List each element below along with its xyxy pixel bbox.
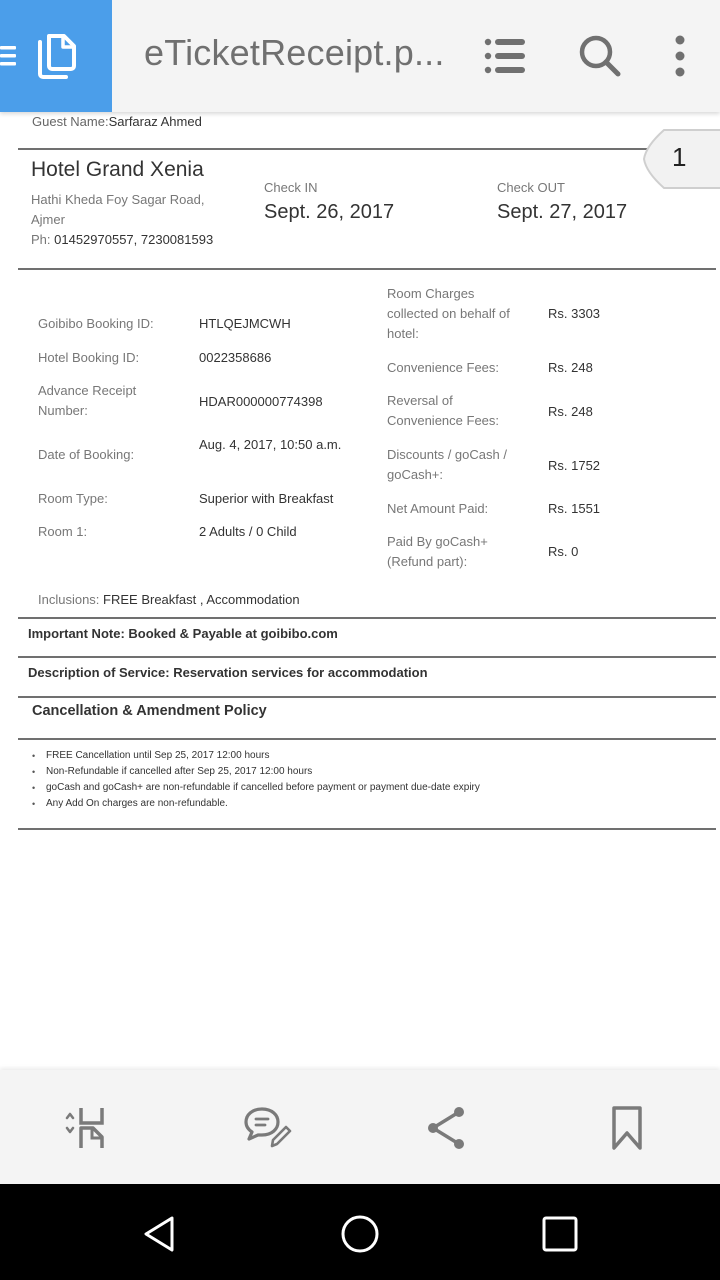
charge-value: Rs. 3303 [548,306,601,321]
guest-name [32,114,202,129]
app-bar [0,0,720,112]
charge-label: Reversal of Convenience Fees: [387,393,500,428]
page-number-indicator[interactable] [642,128,720,190]
hotel-phone-value: 01452970557, 7230081593 [54,232,214,247]
more-vert-icon[interactable] [670,34,690,78]
charge-value: Rs. 0 [548,544,579,559]
document-title: eTicketReceipt.p... [144,32,445,73]
booking-detail-value: HDAR000000774398 [199,394,323,409]
hotel-name: Hotel Grand Xenia [31,158,204,181]
booking-detail-label: Hotel Booking ID: [38,350,140,365]
booking-detail-label: Advance Receipt Number: [38,383,137,418]
inclusions-value: FREE Breakfast , Accommodation [103,592,300,607]
booking-detail-label: Goibibo Booking ID: [38,316,154,331]
share-icon[interactable] [424,1106,472,1150]
page-number: 1 [672,142,687,172]
policy-title: Cancellation & Amendment Policy [32,703,267,719]
divider [18,268,716,270]
important-note: Important Note: Booked & Payable at goibibo.com [28,626,338,641]
charge-value: Rs. 248 [548,360,593,375]
booking-detail-label: Room 1: [38,524,88,539]
pdf-page[interactable] [0,112,720,1070]
policy-item: • FREE Cancellation until Sep 25, 2017 12:00 hours [32,748,480,764]
charge-value: Rs. 248 [548,404,593,419]
policy-item: • Non-Refundable if cancelled after Sep 25, 2017 12:00 hours [32,764,480,780]
reflow-icon[interactable] [64,1106,112,1150]
check-in-label: Check IN [264,180,318,195]
charge-label: Discounts / goCash / goCash+: [387,447,507,482]
booking-detail-label: Room Type: [38,491,108,506]
divider [18,656,716,658]
hotel-phone [31,232,213,247]
check-out-label: Check OUT [497,180,565,195]
comment-edit-icon[interactable] [244,1106,292,1150]
charge-label: Convenience Fees: [387,360,500,375]
description-of-service: Description of Service: Reservation services for accommodation [28,665,428,680]
booking-detail-value: 0022358686 [199,350,272,365]
booking-detail-value: 2 Adults / 0 Child [199,524,297,539]
booking-detail-value: HTLQEJMCWH [199,316,291,331]
charge-label: Paid By goCash+ (Refund part): [387,534,488,569]
hotel-address-line2: Ajmer [31,212,65,227]
system-nav-bar [0,1184,720,1280]
booking-detail-value: Aug. 4, 2017, 10:50 a.m. [199,437,342,452]
charge-value: Rs. 1752 [548,458,601,473]
divider [18,617,716,619]
booking-detail-value: Superior with Breakfast [199,491,334,506]
inclusions [38,592,300,607]
documents-icon[interactable] [36,32,78,80]
bookmark-icon[interactable] [604,1106,652,1150]
charge-value: Rs. 1551 [548,501,601,516]
divider [18,148,716,150]
inclusions-label: Inclusions: [38,592,104,607]
divider [18,828,716,830]
outline-list-icon[interactable] [484,36,526,76]
guest-name-label: Guest Name: [32,114,109,129]
hotel-address-line1: Hathi Kheda Foy Sagar Road, [31,192,205,207]
menu-icon[interactable] [0,44,18,68]
divider [18,696,716,698]
check-out-date: Sept. 27, 2017 [497,201,628,223]
charge-label: Room Charges collected on behalf of hotel: [387,286,510,341]
guest-name-value: Sarfaraz Ahmed [108,114,202,129]
bottom-toolbar [0,1070,720,1184]
back-icon[interactable] [140,1212,184,1256]
home-icon[interactable] [338,1212,382,1256]
hotel-address [31,190,231,230]
booking-detail-label: Date of Booking: [38,447,135,462]
policy-item: • goCash and goCash+ are non-refundable if cancelled before payment or payment due-date expiry [32,780,480,796]
charge-label: Net Amount Paid: [387,501,489,516]
hotel-phone-label: Ph: [31,232,55,247]
recents-icon[interactable] [538,1212,582,1256]
check-in-date: Sept. 26, 2017 [264,201,395,223]
document-panel-toggle[interactable] [0,0,112,112]
policy-list [32,748,480,812]
search-icon[interactable] [578,34,622,78]
divider [18,738,716,740]
policy-item: • Any Add On charges are non-refundable. [32,796,480,812]
